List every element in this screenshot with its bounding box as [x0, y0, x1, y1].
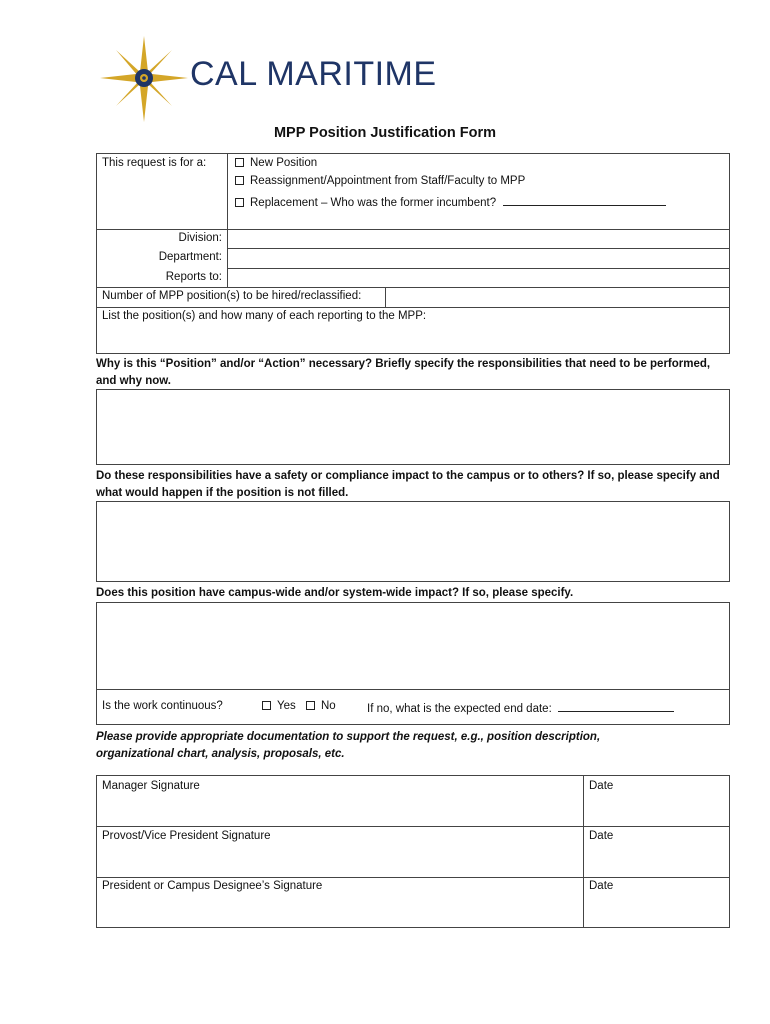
president-signature-label: President or Campus Designee’s Signature	[102, 880, 323, 892]
safety-answer-box[interactable]	[96, 501, 730, 582]
option-reassignment[interactable]: Reassignment/Appointment from Staff/Faculty to MPP	[235, 175, 525, 187]
president-signature-field[interactable]	[98, 897, 581, 925]
request-label: This request is for a:	[102, 157, 207, 169]
provost-signature-field[interactable]	[98, 847, 581, 875]
checkbox[interactable]	[262, 701, 271, 710]
logo-wordmark: CAL MARITIME	[190, 55, 437, 93]
safety-question: Do these responsibilities have a safety or compliance impact to the campus or to others? If so, please specify and what would happen if the position is not filled.	[96, 470, 720, 499]
why-answer-box[interactable]	[96, 389, 730, 465]
manager-signature-label: Manager Signature	[102, 780, 200, 792]
list-positions-label: List the position(s) and how many of each reporting to the MPP:	[102, 310, 427, 322]
why-question: Why is this “Position” and/or “Action” necessary? Briefly specify the responsibilities that need to be performed, and why now.	[96, 358, 711, 387]
num-positions-label: Number of MPP position(s) to be hired/reclassified:	[102, 290, 362, 302]
option-new-position[interactable]: New Position	[235, 157, 317, 169]
reports-to-label: Reports to:	[165, 271, 222, 283]
page-title: MPP Position Justification Form	[273, 125, 497, 141]
department-field[interactable]	[229, 249, 728, 266]
division-field[interactable]	[229, 230, 728, 247]
manager-signature-field[interactable]	[98, 796, 581, 824]
division-label: Division:	[178, 232, 222, 244]
checkbox[interactable]	[235, 176, 244, 185]
checkbox[interactable]	[235, 158, 244, 167]
department-label: Department:	[158, 251, 222, 263]
compass-star-icon	[98, 34, 190, 124]
continuous-label: Is the work continuous?	[102, 700, 223, 712]
impact-question: Does this position have campus-wide and/or system-wide impact? If so, please specify.	[96, 587, 574, 599]
checkbox[interactable]	[235, 198, 244, 207]
manager-date-label: Date	[589, 780, 614, 792]
checkbox[interactable]	[306, 701, 315, 710]
reports-to-field[interactable]	[229, 269, 728, 286]
end-date-field[interactable]	[558, 700, 674, 712]
end-date-label: If no, what is the expected end date:	[367, 700, 674, 715]
option-yes[interactable]: Yes	[262, 700, 296, 712]
former-incumbent-field[interactable]	[503, 194, 666, 206]
president-date-label: Date	[589, 880, 614, 892]
option-no[interactable]: No	[306, 700, 336, 712]
provost-signature-label: Provost/Vice President Signature	[102, 830, 271, 842]
documentation-note: Please provide appropriate documentation to support the request, e.g., position description, organizational chart, analysis, proposals, etc.	[96, 731, 601, 760]
provost-date-label: Date	[589, 830, 614, 842]
option-replacement[interactable]: Replacement – Who was the former incumbent?	[235, 194, 666, 209]
